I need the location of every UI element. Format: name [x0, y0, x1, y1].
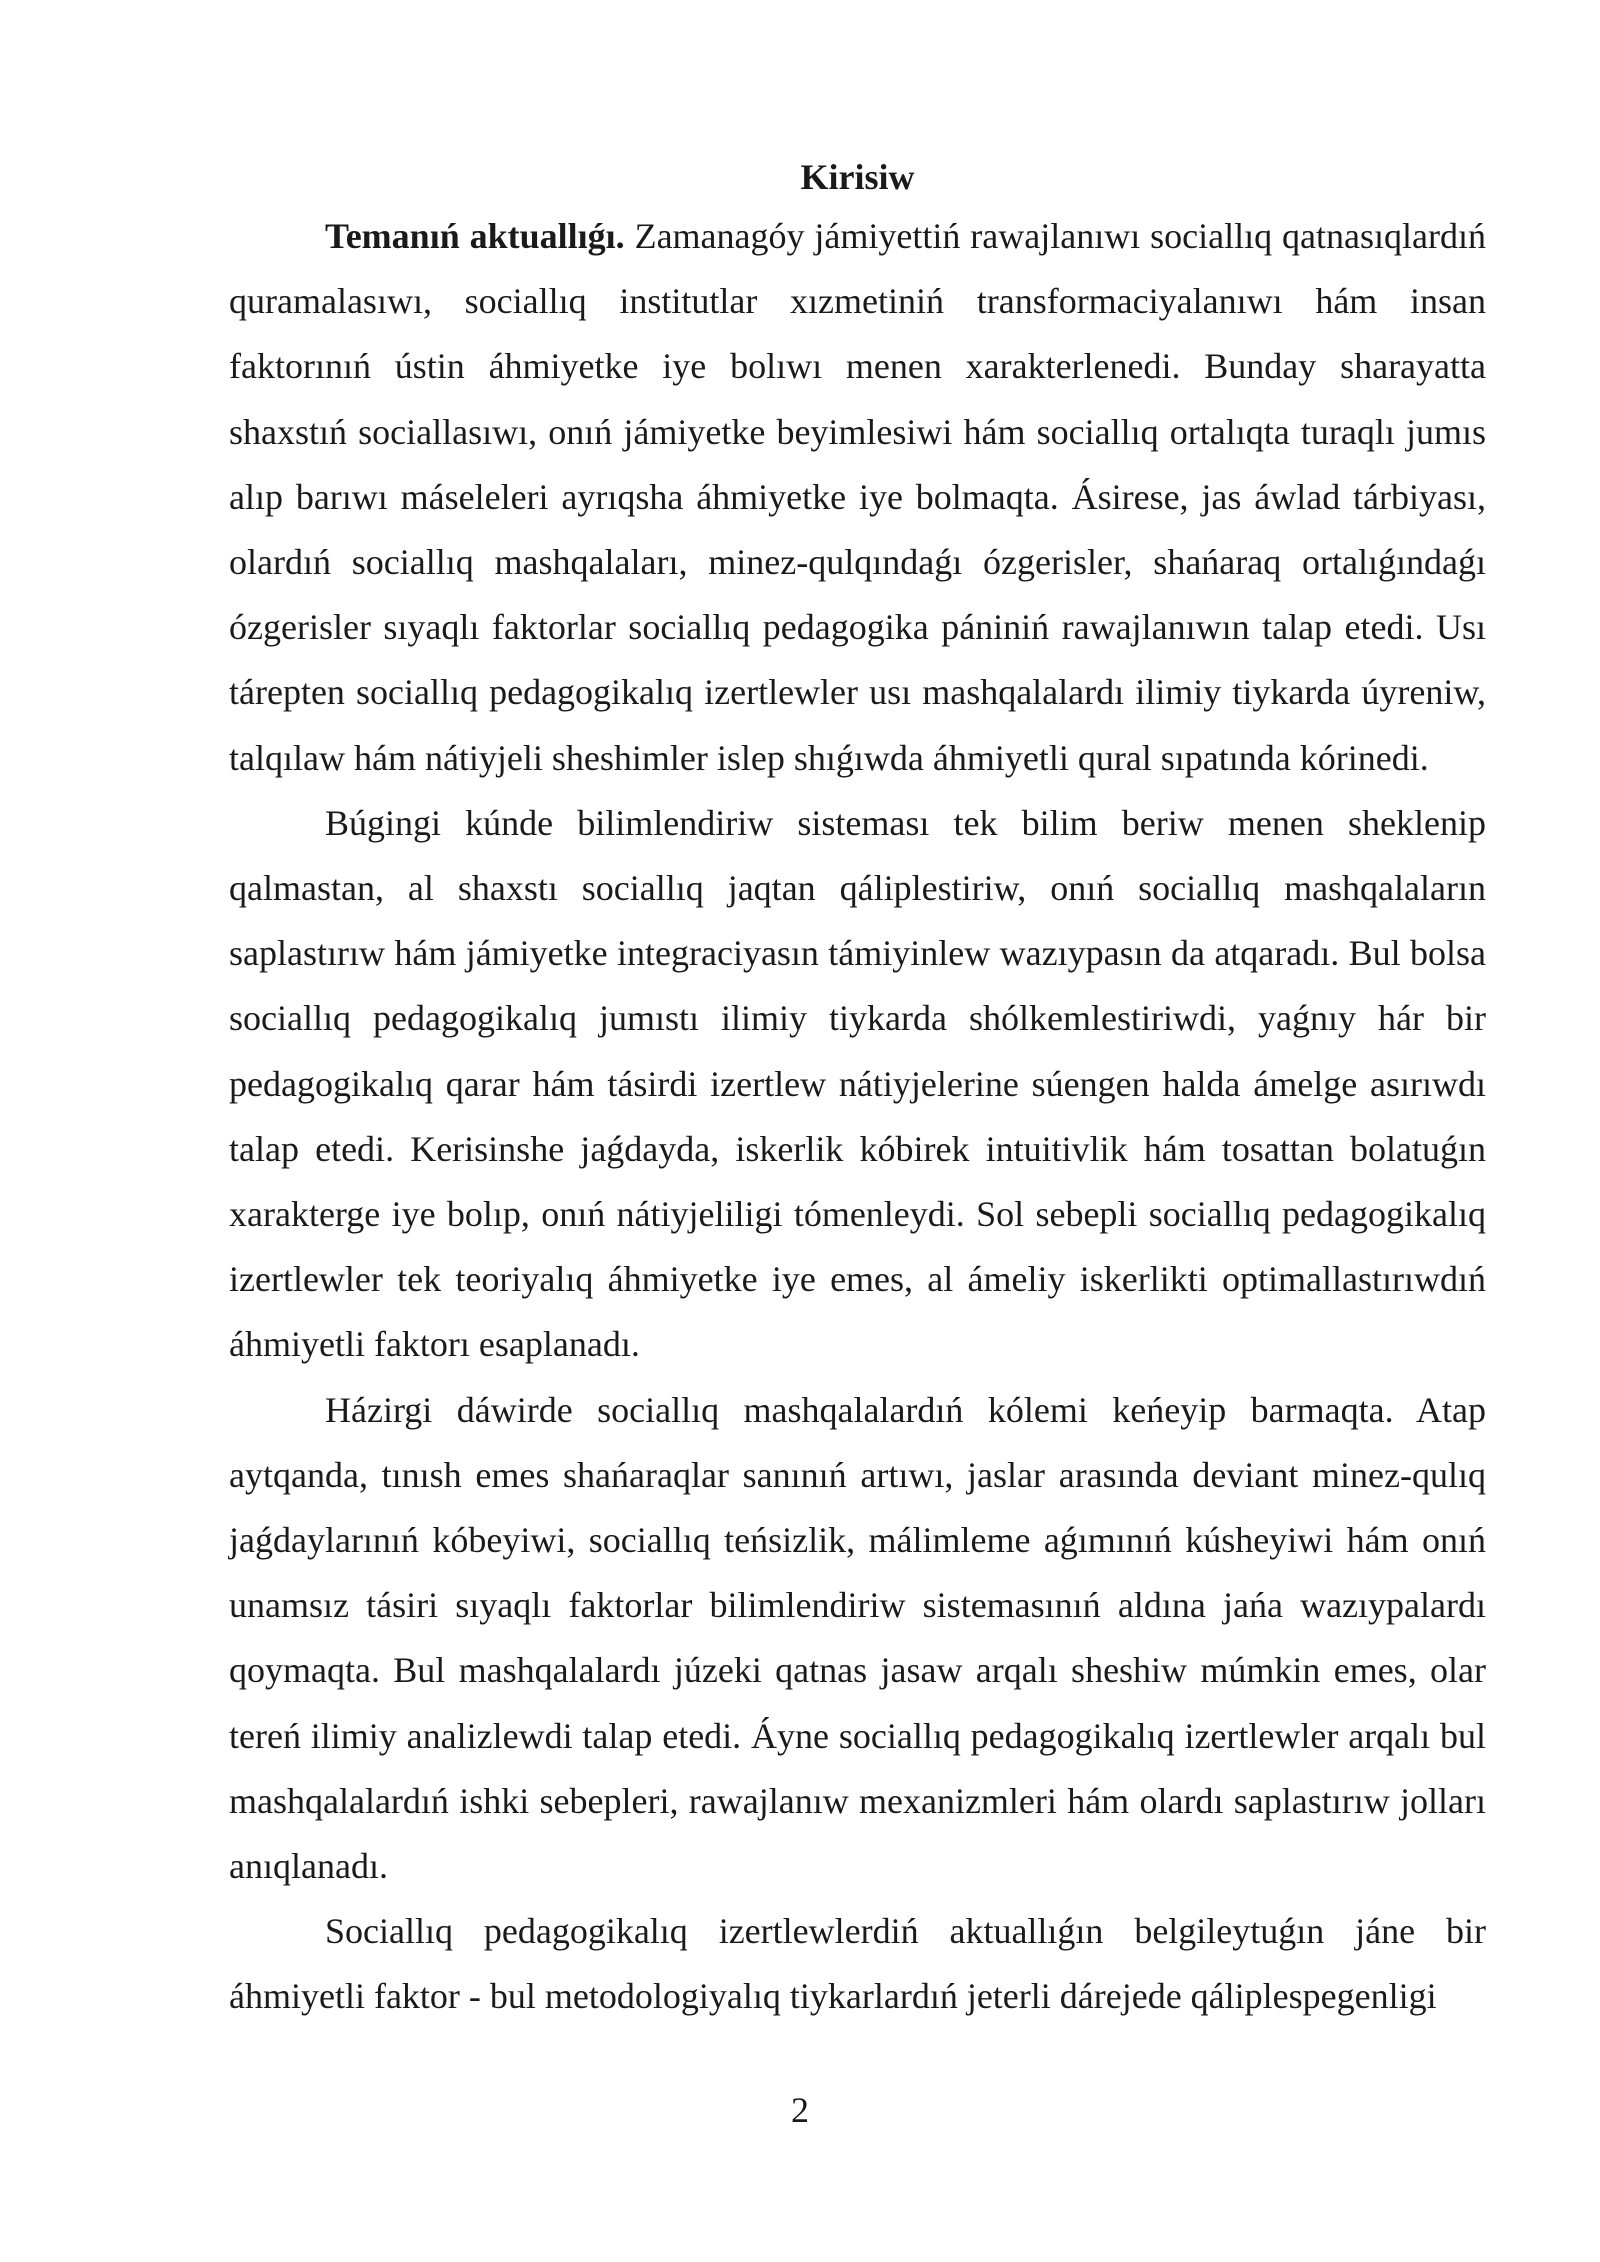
page-body — [229, 150, 1486, 2030]
paragraph-social-problems — [229, 1378, 1486, 1900]
paragraph-education-system — [229, 791, 1486, 1378]
paragraph-text: Sociallıq pedagogikalıq izertlewlerdiń aktuallıǵın belgileytuǵın jáne bir áhmiyetli faktor - bul metodologiyalıq tiykarlardıń jeterli dárejede qáliplespegenligi — [229, 1911, 1486, 2017]
page-number: 2 — [791, 2090, 809, 2130]
paragraph-text: Zamanagóy jámiyettiń rawajlanıwı sociallıq qatnasıqlardıń quramalasıwı, sociallıq institutlar xızmetiniń transformaciyalanıwı hám insan faktorınıń ústin áhmiyetke iye bolıwı menen xarakterlenedi. Bunday sharayatta shaxstıń sociallasıwı, onıń jámiyetke beyimlesiwi hám sociallıq ortalıqta turaqlı jumıs alıp barıwı máseleleri ayrıqsha áhmiyetke iye bolmaqta. Ásirese, jas áwlad tárbiyası, olardıń sociallıq mashqalaları, minez-qulqındaǵı ózgerisler, shańaraq ortalıǵındaǵı ózgerisler sıyaqlı faktorlar sociallıq pedagogika pániniń rawajlanıwın talap etedi. Usı tárepten sociallıq pedagogikalıq izertlewler usı mashqalalardı ilimiy tiykarda úyreniw, talqılaw hám nátiyjeli sheshimler islep shıǵıwda áhmiyetli qural sıpatında kórinedi. — [229, 216, 1486, 778]
paragraph-lead: Temanıń aktuallıǵı. — [325, 216, 625, 256]
section-heading: Kirisiw — [800, 157, 915, 197]
paragraph-relevance — [229, 204, 1486, 791]
paragraph-methodology — [229, 1899, 1486, 2029]
paragraph-text: Házirgi dáwirde sociallıq mashqalalardıń kólemi keńeyip barmaqta. Atap aytqanda, tınısh emes shańaraqlar sanınıń artıwı, jaslar arasında deviant minez-qulıq jaǵdaylarınıń kóbeyiwi, sociallıq teńsizlik, málimleme aǵımınıń kúsheyiwi hám onıń unamsız tásiri sıyaqlı faktorlar bilimlendiriw sistemasınıń aldına jańa wazıypalardı qoymaqta. Bul mashqalalardı júzeki qatnas jasaw arqalı sheshiw múmkin emes, olar tereń ilimiy analizlewdi talap etedi. Áyne sociallıq pedagogikalıq izertlewler arqalı bul mashqalalardıń ishki sebepleri, rawajlanıw mexanizmleri hám olardı saplastırıw jolları anıqlanadı. — [229, 1389, 1486, 1887]
paragraph-text: Búgingi kúnde bilimlendiriw sisteması tek bilim beriw menen sheklenip qalmastan, al shaxstı sociallıq jaqtan qáliplestiriw, onıń sociallıq mashqalaların saplastırıw hám jámiyetke integraciyasın támiyinlew wazıypasın da atqaradı. Bul bolsa sociallıq pedagogikalıq jumıstı ilimiy tiykarda shólkemlestiriwdi, yaǵnıy hár bir pedagogikalıq qarar hám tásirdi izertlew nátiyjelerine súengen halda ámelge asırıwdı talap etedi. Kerisinshe jaǵdayda, iskerlik kóbirek intuitivlik hám tosattan bolatuǵın xarakterge iye bolıp, onıń nátiyjeliligi tómenleydi. Sol sebepli sociallıq pedagogikalıq izertlewler tek teoriyalıq áhmiyetke iye emes, al ámeliy iskerlikti optimallastırıwdıń áhmiyetli faktorı esaplanadı. — [229, 802, 1486, 1365]
